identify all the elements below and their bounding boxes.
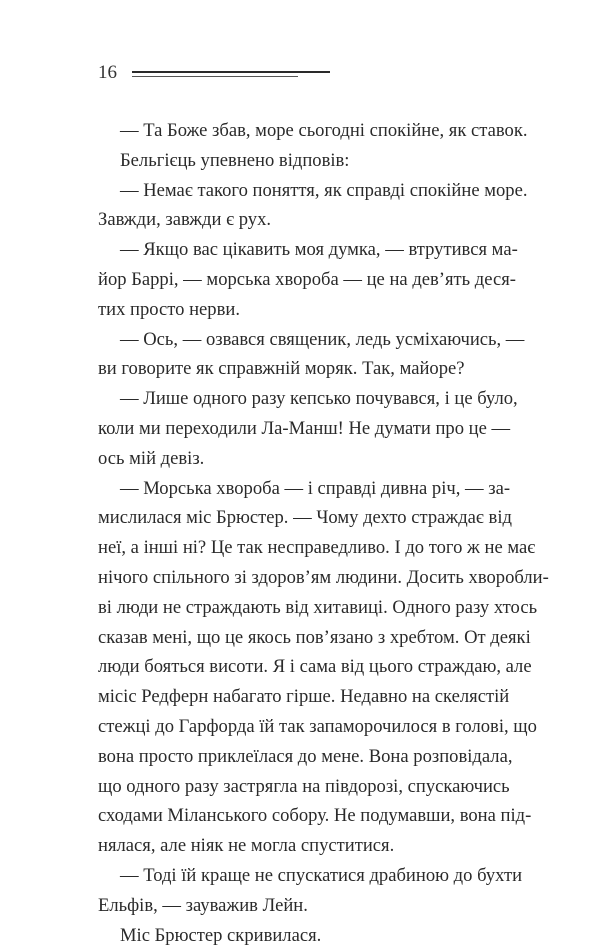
- text-line: сказав мені, що це якось пов’язано з хребтом. От деякі: [98, 626, 531, 648]
- text-line: — Немає такого поняття, як справді спокійне море.: [120, 179, 528, 201]
- text-line: мислилася міс Брюстер. — Чому дехто страждає від: [98, 507, 512, 529]
- running-header: [98, 62, 338, 86]
- header-rule-bottom: [132, 76, 298, 77]
- text-line: люди бояться висоти. Я і сама від цього страждаю, але: [98, 656, 532, 678]
- text-line: ви говорите як справжній моряк. Так, майоре?: [98, 358, 465, 380]
- text-line: сходами Міланського собору. Не подумавши, вона під-: [98, 805, 532, 827]
- text-line: Ельфів, — зауважив Лейн.: [98, 894, 308, 916]
- text-line: Міс Брюстер скривилася.: [120, 924, 322, 946]
- body-text: [98, 116, 549, 950]
- text-line: — Лише одного разу кепсько почувався, і це було,: [120, 388, 518, 410]
- text-line: нічого спільного зі здоров’ям людини. Досить хворобли-: [98, 566, 549, 588]
- text-line: нялася, але ніяк не могла спуститися.: [98, 835, 395, 857]
- text-line: що одного разу застрягла на півдорозі, спускаючись: [98, 775, 510, 797]
- text-line: тих просто нерви.: [98, 298, 240, 320]
- text-line: Завжди, завжди є рух.: [98, 209, 272, 231]
- text-line: місіс Редферн набагато гірше. Недавно на скелястій: [98, 686, 510, 708]
- text-line: — Тоді їй краще не спускатися драбиною до бухти: [120, 864, 523, 886]
- text-line: йор Баррі, — морська хвороба — це на дев’ять деся-: [98, 268, 516, 290]
- text-line: — Ось, — озвався священик, ледь усміхаючись, —: [120, 328, 525, 350]
- text-line: неї, а інші ні? Це так несправедливо. І до того ж не має: [98, 537, 536, 559]
- page-number: 16: [98, 62, 117, 83]
- text-line: стежці до Гарфорда їй так запаморочилося в голові, що: [98, 715, 537, 737]
- header-rule-top: [132, 71, 330, 73]
- text-line: коли ми переходили Ла-Манш! Не думати про це —: [98, 417, 511, 439]
- text-line: ось мій девіз.: [98, 447, 205, 469]
- text-line: — Морська хвороба — і справді дивна річ, — за-: [120, 477, 511, 499]
- text-line: — Та Боже збав, море сьогодні спокійне, як ставок.: [120, 120, 528, 141]
- text-line: вона просто приклеїлася до мене. Вона розповідала,: [98, 745, 513, 767]
- text-line: ві люди не страждають від хитавиці. Одного разу хтось: [98, 596, 538, 618]
- text-line: — Якщо вас цікавить моя думка, — втрутився ма-: [120, 239, 518, 261]
- text-line: Бельгієць упевнено відповів:: [120, 149, 350, 171]
